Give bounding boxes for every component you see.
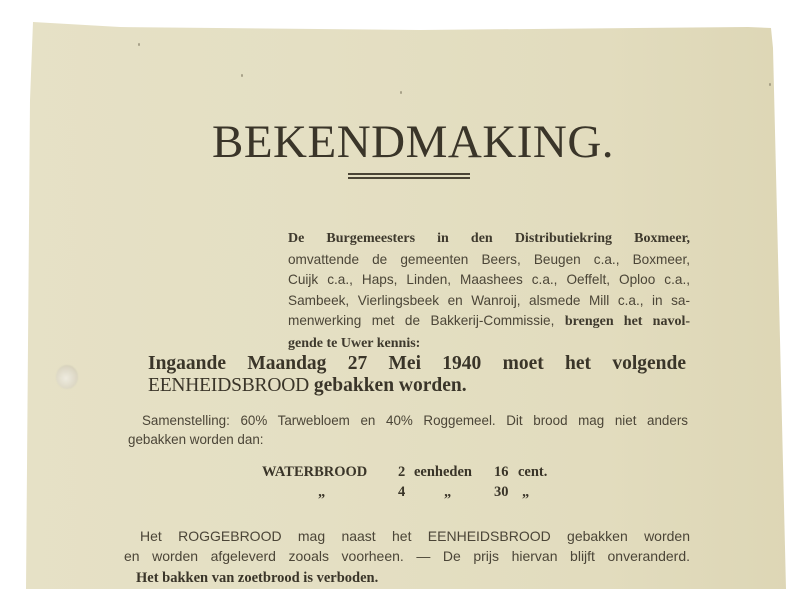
- price-currency: cent.: [518, 464, 548, 480]
- product-name: EENHEIDSBROOD: [148, 375, 309, 396]
- announcement-rest: gebakken worden.: [308, 375, 467, 396]
- roggebrood-line: Het ROGGEBROOD mag naast het EENHEIDSBROOD gebakken worden: [140, 528, 690, 544]
- title-underline: [348, 173, 470, 175]
- price-value: 30: [494, 484, 509, 500]
- price-units: 4: [398, 484, 406, 500]
- intro-line: [288, 333, 690, 355]
- intro-line: [288, 311, 690, 333]
- roggebrood-line: en worden afgeleverd zooals voorheen. — De prijs hiervan blijft onveranderd.: [124, 548, 690, 564]
- intro-line: Sambeek, Vierlingsbeek en Wanroij, alsmede Mill c.a., in sa-: [288, 292, 690, 308]
- page-title: BEKENDMAKING.: [212, 116, 615, 168]
- intro-line: omvattende de gemeenten Beers, Beugen c.a., Boxmeer,: [288, 251, 690, 267]
- composition-line: Samenstelling: 60% Tarwebloem en 40% Roggemeel. Dit brood mag niet anders: [142, 413, 688, 428]
- intro-line: [288, 228, 690, 250]
- price-product: „: [318, 484, 326, 500]
- price-unit-label: eenheden: [414, 464, 472, 480]
- intro-bold: gende te Uwer kennis:: [288, 335, 421, 351]
- announcement: [148, 353, 686, 397]
- intro-line: Cuijk c.a., Haps, Linden, Maashees c.a., Oeffelt, Oploo c.a.,: [288, 272, 690, 287]
- price-currency: „: [522, 484, 530, 500]
- price-unit-label: „: [444, 484, 452, 500]
- intro-normal: menwerking met de Bakkerij-Commissie,: [288, 313, 565, 328]
- prohibition-notice: Het bakken van zoetbrood is verboden.: [136, 570, 379, 586]
- price-row: [262, 462, 562, 482]
- price-row: [262, 482, 562, 502]
- price-product: WATERBROOD: [262, 464, 368, 480]
- price-units: 2: [398, 464, 406, 480]
- price-value: 16: [494, 464, 509, 480]
- roggebrood-paragraph: [124, 526, 690, 566]
- announcement-line: Ingaande Maandag 27 Mei 1940 moet het volgende: [148, 353, 686, 374]
- title-underline-second: [348, 177, 470, 179]
- composition-paragraph: [128, 411, 688, 449]
- intro-bold: De Burgemeesters in den Distributiekring Boxmeer,: [288, 231, 690, 246]
- intro-paragraph: [288, 228, 690, 354]
- price-table: [262, 462, 562, 502]
- composition-line: gebakken worden dan:: [128, 432, 264, 447]
- intro-bold: brengen het navol-: [564, 314, 691, 329]
- announcement-line: [148, 375, 686, 397]
